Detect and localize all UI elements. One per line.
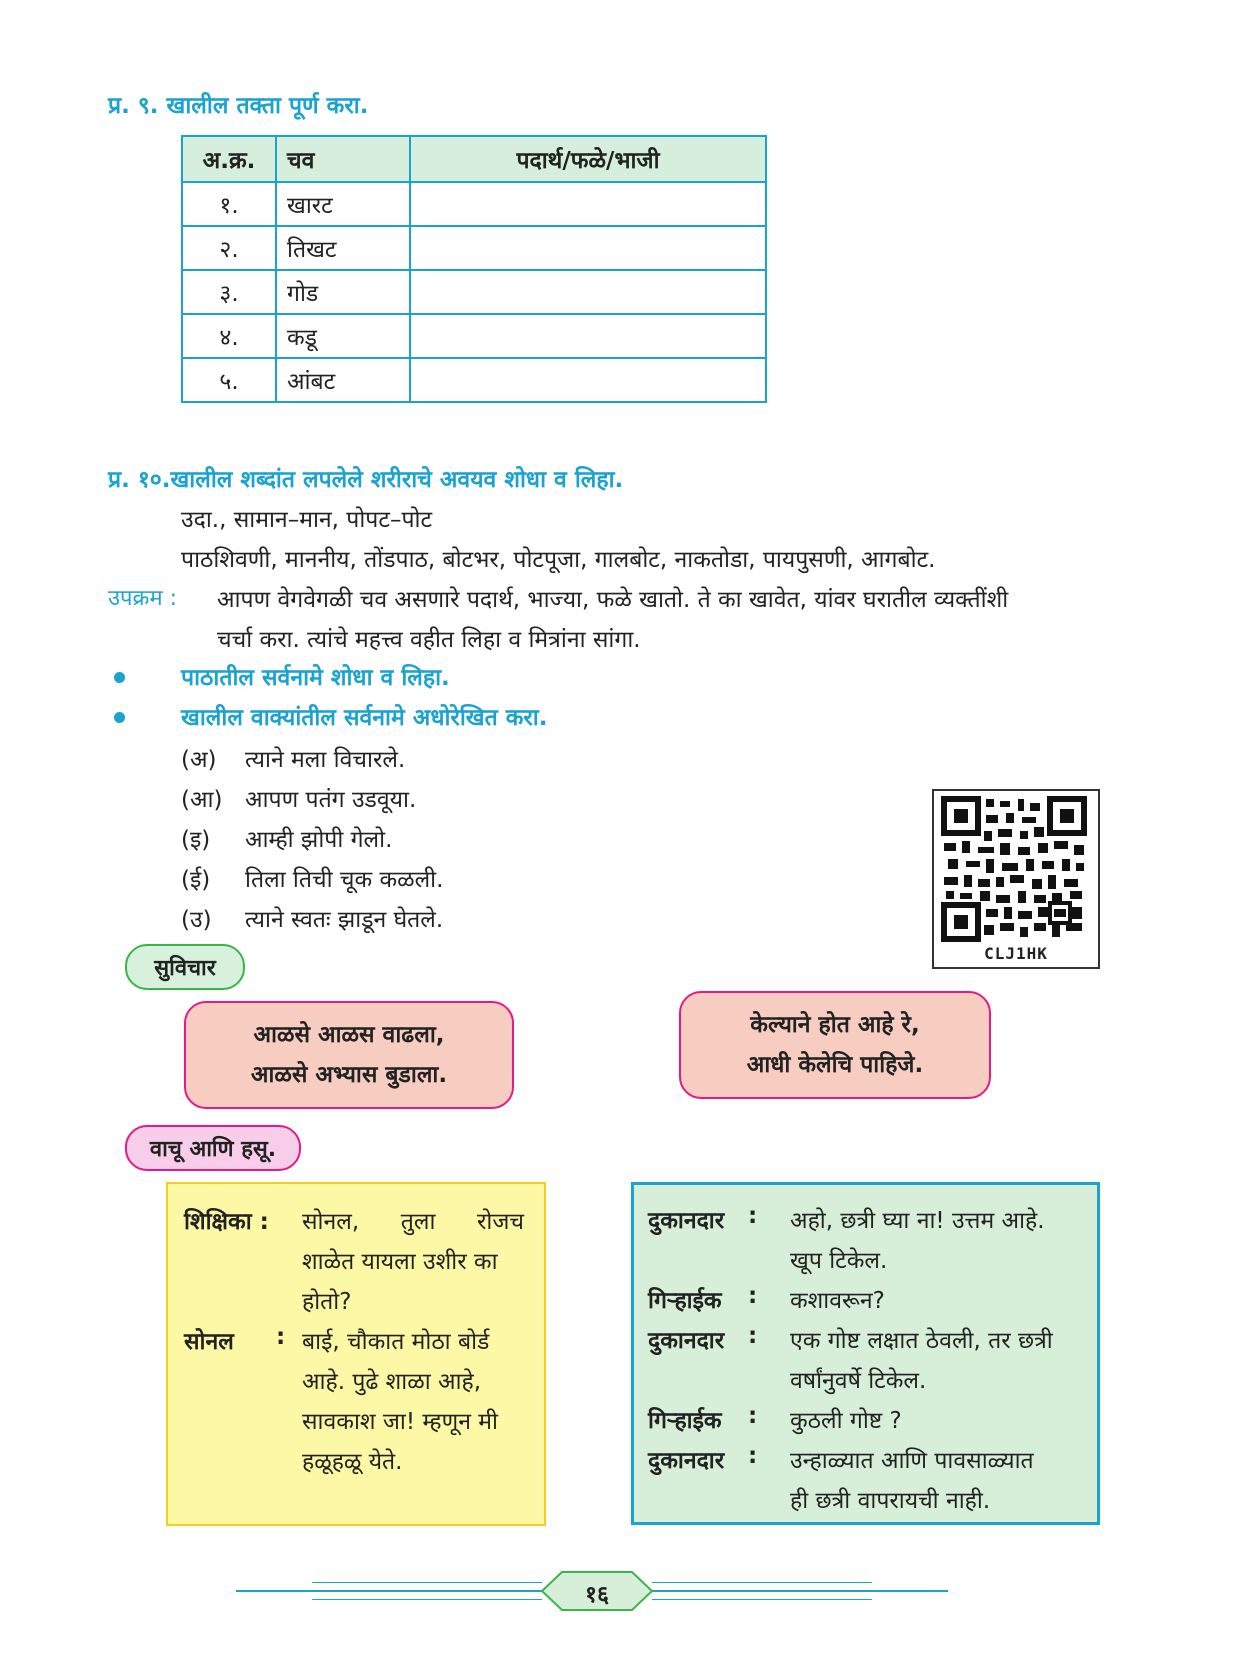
q9-title: प्र. ९. खालील तक्ता पूर्ण करा.: [108, 93, 369, 119]
table-row: [182, 270, 766, 314]
row-taste: गोड: [276, 270, 410, 314]
dialog-line: होतो?: [302, 1289, 352, 1315]
q10-words: पाठशिवणी, माननीय, तोंडपाठ, बोटभर, पोटपूजा, गालबोट, नाकतोडा, पायपुसणी, आगबोट.: [181, 547, 936, 573]
dialog-line: खूप टिकेल.: [790, 1248, 888, 1274]
footer-rule: [652, 1582, 872, 1583]
activity-line-2: चर्चा करा. त्यांचे महत्त्व वहीत लिहा व मित्रांना सांगा.: [217, 627, 641, 653]
speaker-colon: :: [276, 1324, 286, 1350]
footer-rule: [652, 1599, 872, 1600]
speaker-customer: गिऱ्हाईक: [648, 1288, 722, 1314]
speaker-colon: :: [748, 1283, 758, 1309]
bullet-instruction-1: पाठातील सर्वनामे शोधा व लिहा.: [181, 665, 450, 691]
speaker-customer: गिऱ्हाईक: [648, 1408, 722, 1434]
speaker-shopkeeper: दुकानदार: [648, 1328, 725, 1354]
bullet-instruction-2: खालील वाक्यांतील सर्वनामे अधोरेखित करा.: [181, 705, 548, 731]
dialog-line: आहे. पुढे शाळा आहे,: [302, 1369, 482, 1395]
speaker-colon: :: [748, 1403, 758, 1429]
row-answer-cell: [410, 226, 766, 270]
sentence-label: (उ): [181, 907, 212, 933]
dialog-line: कुठली गोष्ट ?: [790, 1408, 902, 1434]
taste-table: [181, 135, 767, 403]
dialog-line: उन्हाळ्यात आणि पावसाळ्यात: [790, 1448, 1034, 1474]
dialog-line: कशावरून?: [790, 1288, 885, 1314]
dialog-line: शाळेत यायला उशीर का: [302, 1249, 498, 1275]
bullet-dot: [114, 672, 125, 683]
row-num: ५.: [182, 358, 276, 402]
table-row: [182, 182, 766, 226]
table-row: [182, 314, 766, 358]
quote-box-1: [184, 1001, 514, 1109]
q10-example: उदा., सामान–मान, पोपट–पोट: [181, 507, 433, 533]
footer-rule: [312, 1599, 542, 1600]
dialog-line: ही छत्री वापरायची नाही.: [790, 1488, 991, 1514]
header-serial: अ.क्र.: [182, 136, 276, 182]
row-taste: कडू: [276, 314, 410, 358]
speaker-shopkeeper: दुकानदार: [648, 1208, 725, 1234]
activity-line-1: आपण वेगवेगळी चव असणारे पदार्थ, भाज्या, फळे खातो. ते का खावेत, यांवर घरातील व्यक्तींशी: [217, 587, 1009, 613]
quote-box-2: [679, 991, 991, 1099]
sentence-text: त्याने मला विचारले.: [245, 747, 406, 773]
vachu-ani-hasu-label: वाचू आणि हसू.: [125, 1125, 301, 1171]
row-taste: खारट: [276, 182, 410, 226]
q10-title: प्र. १०.खालील शब्दांत लपलेले शरीराचे अवयव शोधा व लिहा.: [108, 467, 624, 493]
page-number: १६: [585, 1582, 609, 1608]
speaker-colon: :: [748, 1203, 758, 1229]
sentence-text: आपण पतंग उडवूया.: [245, 787, 417, 813]
footer-rule: [312, 1582, 542, 1583]
dialog-line: वर्षांनुवर्षे टिकेल.: [790, 1368, 927, 1394]
header-items: पदार्थ/फळे/भाजी: [410, 136, 766, 182]
sentence-label: (आ): [181, 787, 223, 813]
sentence-label: (ई): [181, 867, 211, 893]
sentence-label: (इ): [181, 827, 211, 853]
suvichar-label: सुविचार: [125, 944, 245, 990]
row-answer-cell: [410, 182, 766, 226]
row-num: १.: [182, 182, 276, 226]
speaker-shopkeeper: दुकानदार: [648, 1448, 725, 1474]
dialog-line: सोनल, तुला रोजच: [302, 1209, 524, 1235]
table-row: [182, 358, 766, 402]
table-header-row: [182, 136, 766, 182]
row-num: २.: [182, 226, 276, 270]
qr-code[interactable]: [932, 789, 1100, 969]
dialog-line: बाई, चौकात मोठा बोर्ड: [302, 1329, 490, 1355]
joke-box-shopkeeper: [631, 1182, 1100, 1525]
speaker-teacher: शिक्षिका :: [184, 1209, 269, 1235]
quote-1-line-1: आळसे आळस वाढला,: [253, 1022, 445, 1048]
footer-rule: [652, 1590, 948, 1592]
row-taste: तिखट: [276, 226, 410, 270]
table-row: [182, 226, 766, 270]
quote-1-line-2: आळसे अभ्यास बुडाला.: [250, 1062, 448, 1088]
joke-box-teacher: [166, 1182, 546, 1526]
quote-2-line-2: आधी केलेचि पाहिजे.: [746, 1052, 924, 1078]
sentence-label: (अ): [181, 747, 217, 773]
speaker-colon: :: [748, 1323, 758, 1349]
dialog-line: सावकाश जा! म्हणून मी: [302, 1409, 498, 1435]
row-answer-cell: [410, 270, 766, 314]
activity-label: उपक्रम :: [108, 586, 178, 611]
sentence-text: तिला तिची चूक कळली.: [245, 867, 444, 893]
quote-2-line-1: केल्याने होत आहे रे,: [750, 1012, 920, 1038]
speaker-sonal: सोनल: [184, 1329, 234, 1355]
row-num: ४.: [182, 314, 276, 358]
qr-code-graphic: [934, 791, 1094, 963]
dialog-line: अहो, छत्री घ्या ना! उत्तम आहे.: [790, 1208, 1045, 1234]
header-taste: चव: [276, 136, 410, 182]
dialog-line: हळूहळू येते.: [302, 1449, 403, 1475]
qr-code-label: CLJ1HK: [984, 944, 1048, 963]
bullet-dot: [114, 712, 125, 723]
row-answer-cell: [410, 314, 766, 358]
speaker-colon: :: [748, 1443, 758, 1469]
row-num: ३.: [182, 270, 276, 314]
row-answer-cell: [410, 358, 766, 402]
sentence-text: त्याने स्वतः झाडून घेतले.: [245, 907, 444, 933]
footer-rule: [236, 1590, 542, 1592]
dialog-line: एक गोष्ट लक्षात ठेवली, तर छत्री: [790, 1328, 1053, 1354]
row-taste: आंबट: [276, 358, 410, 402]
sentence-text: आम्ही झोपी गेलो.: [245, 827, 393, 853]
